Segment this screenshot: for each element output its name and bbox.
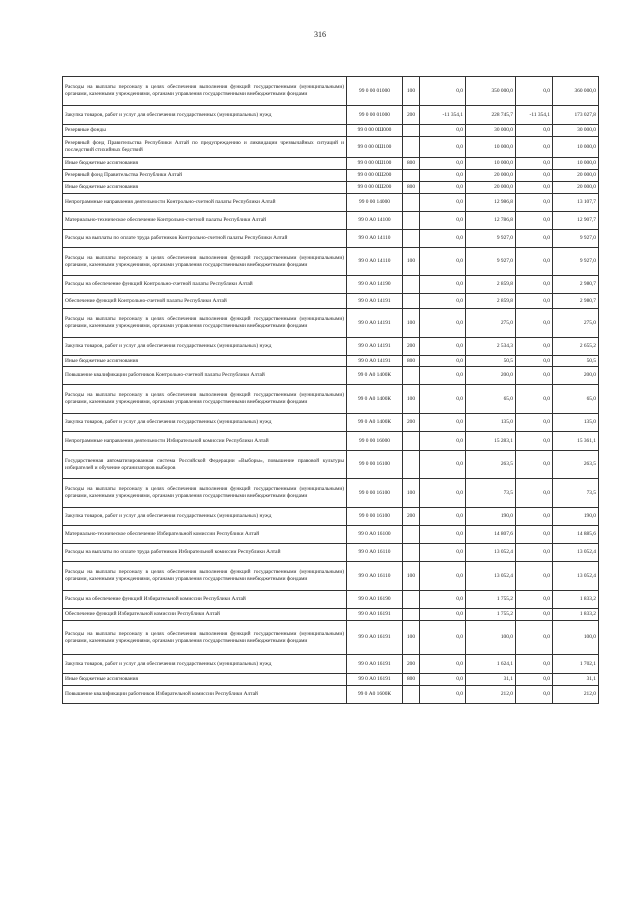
expense-name-cell: Расходы на выплаты персоналу в целях обеспечения выполнения функций государственными (муниципальными) органами, казенными учреждениями, органами управления государственными внебюджетными фондами	[63, 562, 347, 591]
target-code-cell: 99 0 00 16100	[347, 479, 403, 508]
target-code-cell: 99 0 А0 16100	[347, 526, 403, 544]
table-row	[63, 194, 599, 212]
amount-change-2-cell: 0,0	[516, 356, 553, 367]
amount-total-2-cell: 31,1	[553, 674, 599, 686]
target-code-cell: 99 0 00 16000	[347, 432, 403, 451]
expense-name-cell: Резервные фонды	[63, 125, 347, 137]
amount-change-2-cell: 0,0	[516, 276, 553, 294]
expense-type-cell	[403, 526, 420, 544]
table-row	[63, 338, 599, 356]
expense-type-cell	[403, 137, 420, 158]
expense-type-cell	[403, 125, 420, 137]
amount-change-2-cell: 0,0	[516, 212, 553, 230]
table-row	[63, 106, 599, 125]
amount-total-1-cell: 20 000,0	[466, 182, 516, 194]
table-row	[63, 309, 599, 338]
expense-type-cell: 800	[403, 158, 420, 170]
amount-change-2-cell: 0,0	[516, 479, 553, 508]
expense-name-cell: Расходы на выплаты персоналу в целях обеспечения выполнения функций государственными (муниципальными) органами, казенными учреждениями, органами управления государственными внебюджетными фондами	[63, 621, 347, 655]
amount-change-1-cell: 0,0	[420, 414, 466, 432]
amount-total-1-cell: 2 859,8	[466, 294, 516, 309]
amount-total-2-cell: 135,0	[553, 414, 599, 432]
expense-type-cell	[403, 170, 420, 182]
amount-total-1-cell: 9 927,0	[466, 230, 516, 248]
page-number: 316	[314, 30, 326, 39]
amount-change-2-cell: -11 354,1	[516, 106, 553, 125]
amount-change-1-cell: 0,0	[420, 338, 466, 356]
amount-total-1-cell: 200,0	[466, 367, 516, 385]
table-row	[63, 356, 599, 367]
amount-total-2-cell: 1 702,1	[553, 655, 599, 674]
amount-change-1-cell: 0,0	[420, 655, 466, 674]
expense-type-cell	[403, 451, 420, 479]
expense-type-cell: 100	[403, 621, 420, 655]
target-code-cell: 99 0 00 0Ш000	[347, 125, 403, 137]
target-code-cell: 99 0 00 0Ш200	[347, 170, 403, 182]
expense-name-cell: Материально-техническое обеспечение Контрольно-счетной палаты Республики Алтай	[63, 212, 347, 230]
amount-change-2-cell: 0,0	[516, 248, 553, 276]
table-row	[63, 182, 599, 194]
amount-change-1-cell: 0,0	[420, 385, 466, 414]
target-code-cell: 99 0 00 01000	[347, 77, 403, 106]
target-code-cell: 99 0 А0 14110	[347, 248, 403, 276]
amount-total-1-cell: 212,0	[466, 686, 516, 704]
expense-name-cell: Повышение квалификации работников Контрольно-счетной палаты Республики Алтай	[63, 367, 347, 385]
expense-type-cell: 100	[403, 385, 420, 414]
expense-name-cell: Повышение квалификации работников Избирательной комиссии Республики Алтай	[63, 686, 347, 704]
table-row	[63, 621, 599, 655]
target-code-cell: 99 0 А0 16191	[347, 609, 403, 621]
amount-total-1-cell: 9 927,0	[466, 248, 516, 276]
amount-total-2-cell: 20 000,0	[553, 182, 599, 194]
expense-name-cell: Иные бюджетные ассигнования	[63, 158, 347, 170]
amount-total-2-cell: 65,0	[553, 385, 599, 414]
amount-total-2-cell: 13 107,7	[553, 194, 599, 212]
amount-total-2-cell: 73,5	[553, 479, 599, 508]
expense-type-cell	[403, 686, 420, 704]
amount-change-1-cell: 0,0	[420, 77, 466, 106]
amount-change-1-cell: 0,0	[420, 248, 466, 276]
amount-total-1-cell: 31,1	[466, 674, 516, 686]
target-code-cell: 99 0 00 0Ш100	[347, 158, 403, 170]
target-code-cell: 99 0 А0 14191	[347, 309, 403, 338]
amount-change-2-cell: 0,0	[516, 194, 553, 212]
table-row	[63, 609, 599, 621]
expense-type-cell: 800	[403, 182, 420, 194]
amount-change-2-cell: 0,0	[516, 562, 553, 591]
amount-change-1-cell: 0,0	[420, 212, 466, 230]
expense-name-cell: Закупка товаров, работ и услуг для обеспечения государственных (муниципальных) нужд	[63, 106, 347, 125]
amount-total-1-cell: 10 000,0	[466, 158, 516, 170]
amount-change-1-cell: 0,0	[420, 194, 466, 212]
amount-change-2-cell: 0,0	[516, 414, 553, 432]
target-code-cell: 99 0 А0 1400К	[347, 385, 403, 414]
table-row	[63, 686, 599, 704]
expense-type-cell: 100	[403, 562, 420, 591]
table-row	[63, 526, 599, 544]
amount-total-2-cell: 360 000,0	[553, 77, 599, 106]
amount-total-1-cell: 20 000,0	[466, 170, 516, 182]
amount-change-1-cell: 0,0	[420, 674, 466, 686]
amount-total-1-cell: 50,5	[466, 356, 516, 367]
table-row	[63, 125, 599, 137]
table-row	[63, 479, 599, 508]
amount-total-2-cell: 50,5	[553, 356, 599, 367]
amount-total-2-cell: 100,0	[553, 621, 599, 655]
target-code-cell: 99 0 00 0Ш200	[347, 182, 403, 194]
expense-type-cell	[403, 367, 420, 385]
amount-change-2-cell: 0,0	[516, 621, 553, 655]
amount-change-2-cell: 0,0	[516, 294, 553, 309]
amount-total-1-cell: 10 000,0	[466, 137, 516, 158]
target-code-cell: 99 0 А0 14110	[347, 230, 403, 248]
expense-name-cell: Расходы на выплаты персоналу в целях обеспечения выполнения функций государственными (муниципальными) органами, казенными учреждениями, органами управления государственными внебюджетными фондами	[63, 309, 347, 338]
expense-name-cell: Закупка товаров, работ и услуг для обеспечения государственных (муниципальных) нужд	[63, 655, 347, 674]
expense-name-cell: Закупка товаров, работ и услуг для обеспечения государственных (муниципальных) нужд	[63, 338, 347, 356]
target-code-cell: 99 0 А0 16191	[347, 621, 403, 655]
amount-change-2-cell: 0,0	[516, 338, 553, 356]
table-row	[63, 591, 599, 609]
expense-name-cell: Обеспечение функций Избирательной комиссии Республики Алтай	[63, 609, 347, 621]
amount-change-2-cell: 0,0	[516, 385, 553, 414]
expense-name-cell: Материально-техническое обеспечение Избирательной комиссии Республики Алтай	[63, 526, 347, 544]
expense-type-cell	[403, 609, 420, 621]
expense-type-cell: 800	[403, 356, 420, 367]
amount-total-2-cell: 212,0	[553, 686, 599, 704]
amount-change-2-cell: 0,0	[516, 170, 553, 182]
amount-total-2-cell: 1 833,2	[553, 591, 599, 609]
expense-type-cell: 200	[403, 508, 420, 526]
expense-type-cell: 100	[403, 479, 420, 508]
amount-change-2-cell: 0,0	[516, 451, 553, 479]
target-code-cell: 99 0 00 14000	[347, 194, 403, 212]
amount-change-1-cell: 0,0	[420, 609, 466, 621]
target-code-cell: 99 0 А0 14191	[347, 356, 403, 367]
amount-total-1-cell: 14 807,6	[466, 526, 516, 544]
amount-total-1-cell: 1 624,1	[466, 655, 516, 674]
amount-change-1-cell: 0,0	[420, 125, 466, 137]
amount-change-2-cell: 0,0	[516, 508, 553, 526]
expense-name-cell: Расходы на выплаты персоналу в целях обеспечения выполнения функций государственными (муниципальными) органами, казенными учреждениями, органами управления государственными внебюджетными фондами	[63, 77, 347, 106]
amount-total-2-cell: 275,0	[553, 309, 599, 338]
target-code-cell: 99 0 А0 14190	[347, 276, 403, 294]
amount-change-2-cell: 0,0	[516, 591, 553, 609]
amount-total-2-cell: 190,0	[553, 508, 599, 526]
amount-change-1-cell: 0,0	[420, 294, 466, 309]
amount-total-1-cell: 12 986,8	[466, 194, 516, 212]
expense-name-cell: Резервный фонд Правительства Республики Алтай	[63, 170, 347, 182]
expense-name-cell: Расходы на выплаты по оплате труда работников Избирательной комиссии Республики Алтай	[63, 544, 347, 562]
target-code-cell: 99 0 А0 16110	[347, 544, 403, 562]
budget-table	[62, 76, 599, 704]
table-row	[63, 77, 599, 106]
target-code-cell: 99 0 А0 1400К	[347, 414, 403, 432]
expense-type-cell	[403, 230, 420, 248]
amount-change-1-cell: 0,0	[420, 230, 466, 248]
amount-total-1-cell: 13 052,4	[466, 562, 516, 591]
amount-total-1-cell: 275,0	[466, 309, 516, 338]
amount-total-2-cell: 1 833,2	[553, 609, 599, 621]
table-row	[63, 414, 599, 432]
table-row	[63, 158, 599, 170]
amount-change-2-cell: 0,0	[516, 367, 553, 385]
expense-name-cell: Государственная автоматизированная система Российской Федерации «Выборы», повышение правовой культуры избирателей и обучение организаторов выборов	[63, 451, 347, 479]
amount-total-2-cell: 12 907,7	[553, 212, 599, 230]
amount-total-1-cell: 190,0	[466, 508, 516, 526]
amount-total-2-cell: 9 927,0	[553, 248, 599, 276]
amount-total-1-cell: 263,5	[466, 451, 516, 479]
expense-type-cell	[403, 591, 420, 609]
target-code-cell: 99 0 А0 14191	[347, 294, 403, 309]
amount-change-2-cell: 0,0	[516, 230, 553, 248]
amount-change-1-cell: 0,0	[420, 544, 466, 562]
table-row	[63, 230, 599, 248]
expense-name-cell: Расходы на обеспечение функций Контрольно-счетной палаты Республики Алтай	[63, 276, 347, 294]
amount-total-2-cell: 2 980,7	[553, 276, 599, 294]
amount-change-1-cell: 0,0	[420, 137, 466, 158]
expense-type-cell: 200	[403, 414, 420, 432]
amount-change-2-cell: 0,0	[516, 674, 553, 686]
table-row	[63, 385, 599, 414]
target-code-cell: 99 0 А0 14191	[347, 338, 403, 356]
amount-total-1-cell: 2 534,3	[466, 338, 516, 356]
expense-name-cell: Непрограммные направления деятельности Избирательной комиссии Республики Алтай	[63, 432, 347, 451]
table-row	[63, 137, 599, 158]
amount-change-2-cell: 0,0	[516, 182, 553, 194]
amount-total-2-cell: 173 027,8	[553, 106, 599, 125]
target-code-cell: 99 0 00 16100	[347, 508, 403, 526]
expense-name-cell: Расходы на выплаты персоналу в целях обеспечения выполнения функций государственными (муниципальными) органами, казенными учреждениями, органами управления государственными внебюджетными фондами	[63, 385, 347, 414]
amount-total-1-cell: 1 755,2	[466, 609, 516, 621]
expense-name-cell: Расходы на выплаты по оплате труда работников Контрольно-счетной палаты Республики Алтай	[63, 230, 347, 248]
amount-change-2-cell: 0,0	[516, 526, 553, 544]
expense-type-cell: 200	[403, 655, 420, 674]
expense-name-cell: Иные бюджетные ассигнования	[63, 182, 347, 194]
amount-total-1-cell: 15 283,1	[466, 432, 516, 451]
amount-total-2-cell: 263,5	[553, 451, 599, 479]
target-code-cell: 99 0 00 0Ш100	[347, 137, 403, 158]
target-code-cell: 99 0 А0 16191	[347, 674, 403, 686]
target-code-cell: 99 0 00 01000	[347, 106, 403, 125]
expense-name-cell: Иные бюджетные ассигнования	[63, 674, 347, 686]
target-code-cell: 99 0 А0 1600К	[347, 686, 403, 704]
expense-name-cell: Обеспечение функций Контрольно-счетной палаты Республики Алтай	[63, 294, 347, 309]
table-row	[63, 508, 599, 526]
target-code-cell: 99 0 А0 16191	[347, 655, 403, 674]
table-row	[63, 294, 599, 309]
amount-change-2-cell: 0,0	[516, 77, 553, 106]
amount-total-2-cell: 10 000,0	[553, 137, 599, 158]
table-row	[63, 248, 599, 276]
amount-change-1-cell: 0,0	[420, 508, 466, 526]
expense-name-cell: Расходы на выплаты персоналу в целях обеспечения выполнения функций государственными (муниципальными) органами, казенными учреждениями, органами управления государственными внебюджетными фондами	[63, 248, 347, 276]
target-code-cell: 99 0 00 16100	[347, 451, 403, 479]
amount-change-1-cell: 0,0	[420, 621, 466, 655]
expense-name-cell: Закупка товаров, работ и услуг для обеспечения государственных (муниципальных) нужд	[63, 414, 347, 432]
expense-type-cell	[403, 432, 420, 451]
amount-change-1-cell: 0,0	[420, 432, 466, 451]
amount-total-2-cell: 13 052,4	[553, 544, 599, 562]
amount-change-2-cell: 0,0	[516, 309, 553, 338]
table-row	[63, 562, 599, 591]
expense-type-cell	[403, 276, 420, 294]
expense-name-cell: Закупка товаров, работ и услуг для обеспечения государственных (муниципальных) нужд	[63, 508, 347, 526]
amount-total-2-cell: 9 927,0	[553, 230, 599, 248]
amount-change-1-cell: 0,0	[420, 356, 466, 367]
amount-change-1-cell: 0,0	[420, 451, 466, 479]
amount-change-1-cell: -11 354,1	[420, 106, 466, 125]
amount-change-1-cell: 0,0	[420, 276, 466, 294]
expense-name-cell: Непрограммные направления деятельности Контрольно-счетной палаты Республики Алтай	[63, 194, 347, 212]
amount-total-1-cell: 13 052,4	[466, 544, 516, 562]
amount-total-1-cell: 73,5	[466, 479, 516, 508]
amount-total-1-cell: 228 745,7	[466, 106, 516, 125]
expense-type-cell	[403, 544, 420, 562]
expense-name-cell: Резервный фонд Правительства Республики Алтай по предупреждению и ликвидации чрезвычайных ситуаций и последствий стихийных бедствий	[63, 137, 347, 158]
amount-change-1-cell: 0,0	[420, 526, 466, 544]
amount-change-1-cell: 0,0	[420, 182, 466, 194]
amount-total-2-cell: 13 052,4	[553, 562, 599, 591]
amount-total-1-cell: 100,0	[466, 621, 516, 655]
table-row	[63, 212, 599, 230]
expense-type-cell	[403, 294, 420, 309]
amount-total-1-cell: 65,0	[466, 385, 516, 414]
amount-change-1-cell: 0,0	[420, 309, 466, 338]
expense-type-cell: 100	[403, 248, 420, 276]
amount-total-2-cell: 200,0	[553, 367, 599, 385]
expense-name-cell: Расходы на выплаты персоналу в целях обеспечения выполнения функций государственными (муниципальными) органами, казенными учреждениями, органами управления государственными внебюджетными фондами	[63, 479, 347, 508]
amount-total-2-cell: 20 000,0	[553, 170, 599, 182]
expense-type-cell: 100	[403, 77, 420, 106]
amount-total-2-cell: 14 885,6	[553, 526, 599, 544]
amount-change-2-cell: 0,0	[516, 125, 553, 137]
target-code-cell: 99 0 А0 14100	[347, 212, 403, 230]
amount-change-2-cell: 0,0	[516, 609, 553, 621]
amount-change-2-cell: 0,0	[516, 655, 553, 674]
expense-type-cell: 100	[403, 309, 420, 338]
amount-change-1-cell: 0,0	[420, 479, 466, 508]
amount-change-2-cell: 0,0	[516, 544, 553, 562]
table-row	[63, 276, 599, 294]
amount-change-1-cell: 0,0	[420, 170, 466, 182]
target-code-cell: 99 0 А0 16110	[347, 562, 403, 591]
amount-total-1-cell: 2 859,8	[466, 276, 516, 294]
table-row	[63, 674, 599, 686]
amount-total-2-cell: 15 361,1	[553, 432, 599, 451]
table-row	[63, 451, 599, 479]
amount-change-2-cell: 0,0	[516, 158, 553, 170]
amount-change-2-cell: 0,0	[516, 432, 553, 451]
amount-change-1-cell: 0,0	[420, 686, 466, 704]
amount-total-2-cell: 10 000,0	[553, 158, 599, 170]
table-row	[63, 544, 599, 562]
table-row	[63, 432, 599, 451]
amount-change-1-cell: 0,0	[420, 562, 466, 591]
amount-change-2-cell: 0,0	[516, 686, 553, 704]
expense-name-cell: Расходы на обеспечение функций Избирательной комиссии Республики Алтай	[63, 591, 347, 609]
expense-type-cell: 800	[403, 674, 420, 686]
table-row	[63, 655, 599, 674]
amount-total-1-cell: 1 755,2	[466, 591, 516, 609]
expense-type-cell: 200	[403, 338, 420, 356]
expense-name-cell: Иные бюджетные ассигнования	[63, 356, 347, 367]
expense-type-cell: 200	[403, 106, 420, 125]
amount-total-1-cell: 30 000,0	[466, 125, 516, 137]
amount-change-1-cell: 0,0	[420, 367, 466, 385]
amount-total-2-cell: 2 980,7	[553, 294, 599, 309]
table-row	[63, 367, 599, 385]
target-code-cell: 99 0 А0 16190	[347, 591, 403, 609]
target-code-cell: 99 0 А0 1400К	[347, 367, 403, 385]
amount-total-1-cell: 135,0	[466, 414, 516, 432]
amount-change-1-cell: 0,0	[420, 158, 466, 170]
amount-total-2-cell: 30 000,0	[553, 125, 599, 137]
table-row	[63, 170, 599, 182]
expense-type-cell	[403, 212, 420, 230]
amount-change-2-cell: 0,0	[516, 137, 553, 158]
expense-type-cell	[403, 194, 420, 212]
amount-total-1-cell: 350 000,0	[466, 77, 516, 106]
amount-total-2-cell: 2 655,2	[553, 338, 599, 356]
amount-total-1-cell: 12 786,8	[466, 212, 516, 230]
amount-change-1-cell: 0,0	[420, 591, 466, 609]
